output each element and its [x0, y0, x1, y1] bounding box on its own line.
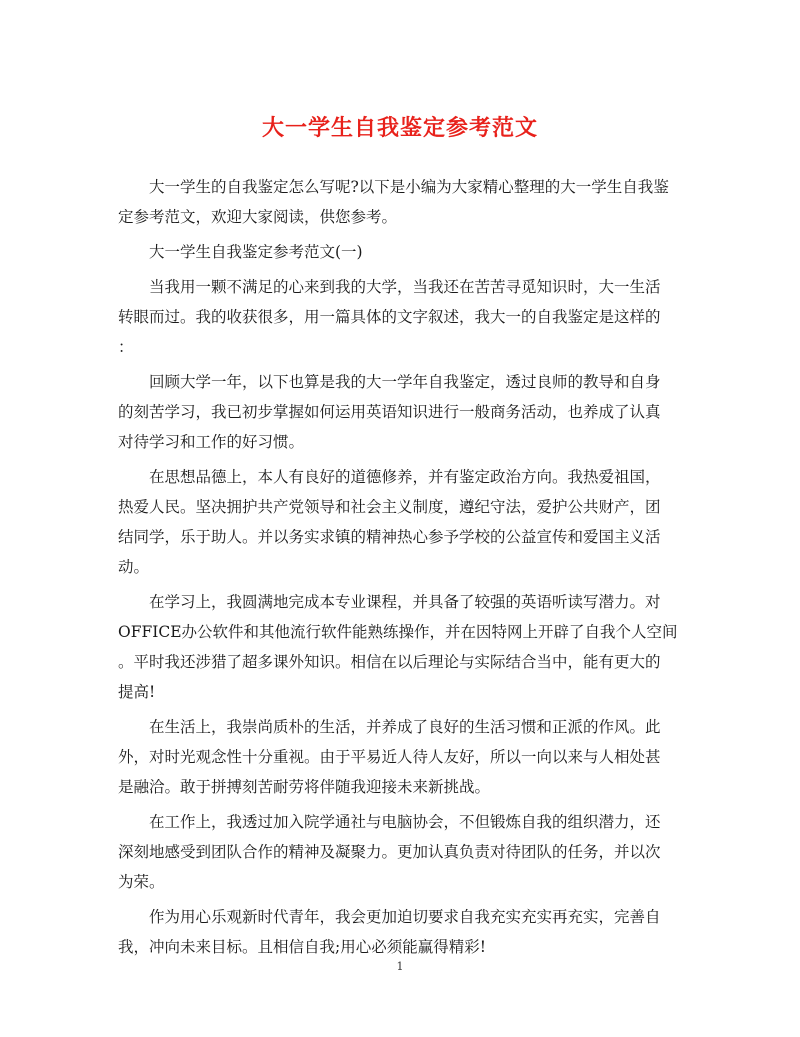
body-paragraph: 作为用心乐观新时代青年，我会更加迫切要求自我充实充实再充实，完善自 我，冲向未来目标。且相信自我;用心必须能赢得精彩!: [118, 908, 661, 956]
document-body: [118, 172, 684, 962]
page-number: 1: [396, 960, 404, 973]
document-title: 大一学生自我鉴定参考范文: [261, 116, 538, 141]
body-paragraph: 在思想品德上，本人有良好的道德修养，并有鉴定政治方向。我热爱祖国， 热爱人民。坚决拥护共产党领导和社会主义制度，遵纪守法，爱护公共财产，团 结同学，乐于助人。并以务实求镇的精神热心参予学校的公益宣传和爱国主义活 动。: [118, 468, 661, 576]
body-paragraph: 在工作上，我透过加入院学通社与电脑协会，不但锻炼自我的组织潜力，还 深刻地感受到团队合作的精神及凝聚力。更加认真负责对待团队的任务，并以次 为荣。: [118, 813, 661, 891]
intro-paragraph: 大一学生的自我鉴定怎么写呢?以下是小编为大家精心整理的大一学生自我鉴 定参考范文，欢迎大家阅读，供您参考。: [118, 178, 669, 226]
body-paragraph: 在生活上，我崇尚质朴的生活，并养成了良好的生活习惯和正派的作风。此 外，对时光观念性十分重视。由于平易近人待人友好，所以一向以来与人相处甚 是融洽。敢于拼搏刻苦耐劳将伴随我迎接未来新挑战。: [118, 718, 661, 796]
body-paragraph: 回顾大学一年，以下也算是我的大一学年自我鉴定，透过良师的教导和自身 的刻苦学习，我已初步掌握如何运用英语知识进行一般商务活动，也养成了认真 对待学习和工作的好习惯。: [118, 373, 661, 451]
body-paragraph: 在学习上，我圆满地完成本专业课程，并具备了较强的英语听读写潜力。对 OFFICE办公软件和其他流行软件能熟练操作，并在因特网上开辟了自我个人空间 。平时我还涉猎了超多课外知识。相信在以后理论与实际结合当中，能有更大的 提高!: [118, 593, 678, 701]
body-paragraph: 当我用一颗不满足的心来到我的大学，当我还在苦苦寻觅知识时，大一生活 转眼而过。我的收获很多，用一篇具体的文字叙述，我大一的自我鉴定是这样的 ：: [118, 278, 661, 356]
section-heading: 大一学生自我鉴定参考范文(一): [149, 243, 363, 261]
